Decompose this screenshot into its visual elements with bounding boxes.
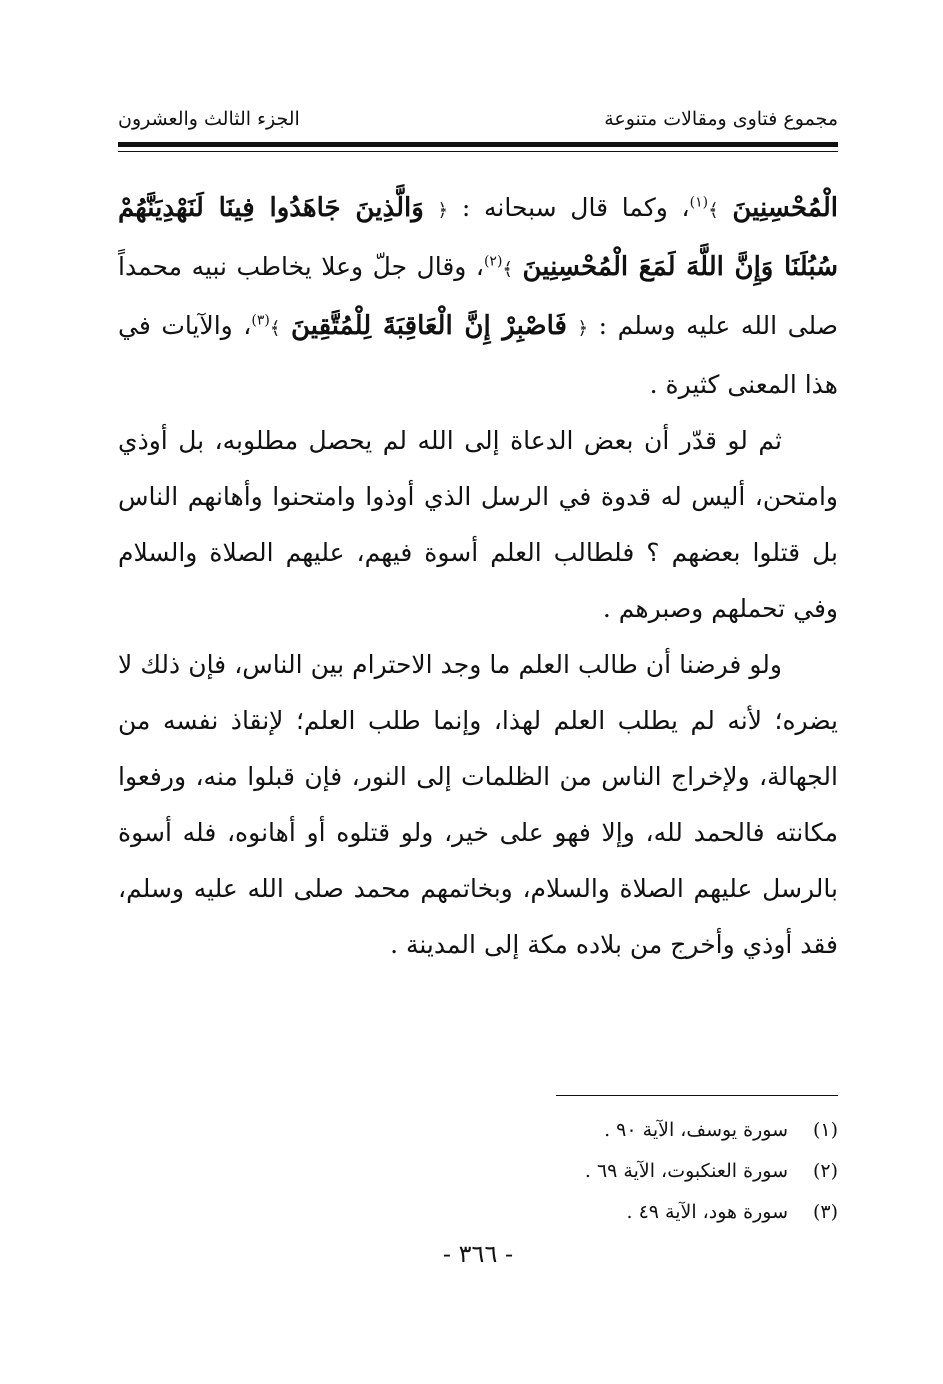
page-number: - ٣٦٦ - bbox=[442, 1240, 514, 1268]
footnote-ref-3[interactable]: (٣) bbox=[251, 312, 270, 329]
footnote-separator bbox=[556, 1095, 838, 1096]
footnote-ref-2[interactable]: (٢) bbox=[483, 253, 503, 270]
paragraph-3: ولو فرضنا أن طالب العلم ما وجد الاحترام بين الناس، فإن ذلك لا يضره؛ لأنه لم يطلب العلم لهذا، وإنما طلب العلم؛ لإنقاذ نفسه من الجهالة، ولإخراج الناس من الظلمات إلى النور، فإن قبلوا منه، ورفعوا مكانته فالحمد لله، وإلا فهو على خير، ولو قتلوه أو أهانوه، فله أسوة بالرسل عليهم الصلاة والسلام، وبخاتمهم محمد صلى الله عليه وسلم، فقد أوذي وأخرج من بلاده مكة إلى المدينة . bbox=[118, 650, 838, 959]
body-text bbox=[118, 180, 838, 973]
footnote-text: سورة العنكبوت، الآية ٦٩ . bbox=[584, 1160, 788, 1182]
paragraph-1 bbox=[118, 180, 838, 413]
book-page bbox=[118, 92, 838, 1332]
footnote-item bbox=[118, 1192, 838, 1233]
verse-open-bracket: ﴿ bbox=[577, 318, 589, 339]
verse-fragment: الْمُحْسِنِينَ bbox=[732, 193, 838, 223]
header-rule-thick bbox=[118, 142, 838, 147]
header-rule-thin bbox=[118, 151, 838, 152]
footnote-number: (١) bbox=[812, 1119, 838, 1141]
paragraph-1-text-2: ، وقال جلّ وعلا يخاطب نبيه محمداً صلى الله عليه وسلم : bbox=[118, 252, 839, 340]
book-title: مجموع فتاوى ومقالات متنوعة bbox=[604, 108, 838, 130]
footnote-text: سورة يوسف، الآية ٩٠ . bbox=[604, 1119, 788, 1141]
verse-close-bracket: ﴾ bbox=[708, 200, 719, 221]
footnote-item bbox=[118, 1151, 838, 1192]
footnote-number: (٣) bbox=[812, 1201, 838, 1223]
paragraph-1-text-1: ، وكما قال سبحانه : bbox=[461, 193, 690, 222]
verse-close-bracket: ﴾ bbox=[502, 259, 513, 280]
paragraph-1-text-3: ، والآيات في هذا المعنى كثيرة . bbox=[118, 311, 838, 399]
running-header bbox=[118, 104, 838, 134]
verse-close-bracket: ﴾ bbox=[269, 318, 281, 339]
verse-ankabut: وَالَّذِينَ جَاهَدُوا فِينَا لَنَهْدِيَنَّهُمْ سُبُلَنَا وَإِنَّ اللَّهَ لَمَعَ الْمُحْسِنِينَ bbox=[118, 193, 838, 282]
footnote-item bbox=[118, 1110, 838, 1151]
volume-label: الجزء الثالث والعشرون bbox=[118, 108, 300, 130]
footnote-ref-1[interactable]: (١) bbox=[689, 194, 709, 211]
footnote-text: سورة هود، الآية ٤٩ . bbox=[626, 1201, 788, 1223]
verse-hud: فَاصْبِرْ إِنَّ الْعَاقِبَةَ لِلْمُتَّقِينَ bbox=[290, 311, 567, 341]
paragraph-2: ثم لو قدّر أن بعض الدعاة إلى الله لم يحصل مطلوبه، بل أوذي وامتحن، أليس له قدوة في الرسل الذي أوذوا وامتحنوا وأهانهم الناس بل قتلوا بعضهم ؟ فلطالب العلم أسوة فيهم، عليهم الصلاة والسلام وفي تحملهم وصبرهم . bbox=[118, 426, 838, 623]
footnotes bbox=[118, 1110, 838, 1233]
verse-open-bracket: ﴿ bbox=[437, 200, 449, 221]
footnote-number: (٢) bbox=[812, 1160, 838, 1182]
